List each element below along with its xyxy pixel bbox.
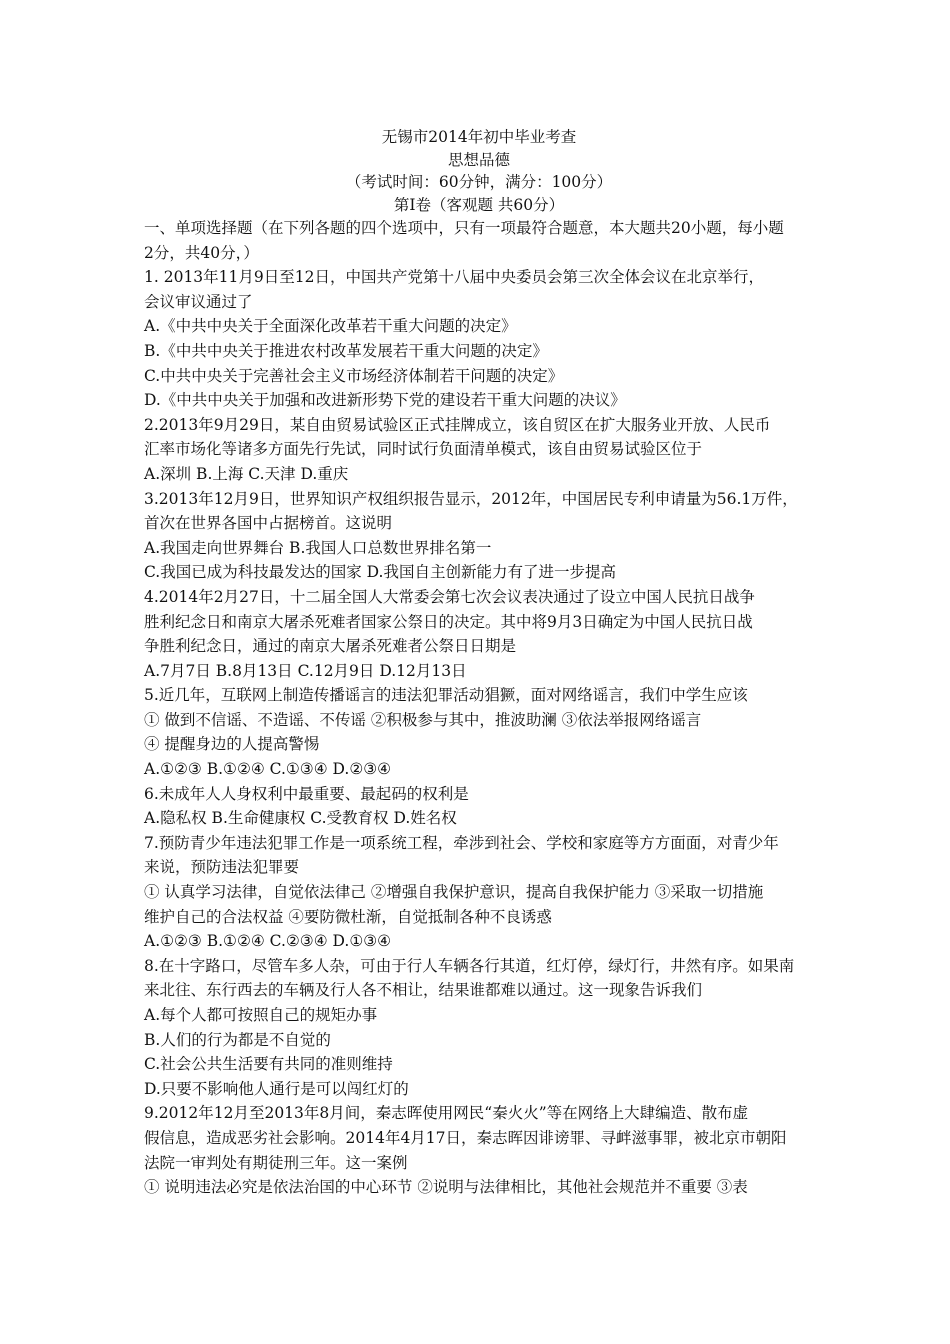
text-line: C.社会公共生活要有共同的准则维持: [144, 1055, 393, 1074]
text-line: D.只要不影响他人通行是可以闯红灯的: [144, 1079, 409, 1098]
text-line: A.《中共中央关于全面深化改革若干重大问题的决定》: [144, 317, 517, 336]
text-line: 5.近几年，互联网上制造传播谣言的违法犯罪活动猖獗，面对网络谣言，我们中学生应该: [144, 686, 748, 705]
text-line: A.隐私权 B.生命健康权 C.受教育权 D.姓名权: [144, 809, 457, 828]
text-line: 一、单项选择题（在下列各题的四个选项中，只有一项最符合题意，本大题共20小题，每小题: [144, 219, 784, 237]
text-line: 2分，共40分，）: [144, 243, 259, 262]
text-line: 7.预防青少年违法犯罪工作是一项系统工程，牵涉到社会、学校和家庭等方方面面，对青少年: [144, 833, 779, 852]
exam-header: [144, 126, 814, 216]
exam-info: （考试时间：60分钟，满分：100分）: [345, 173, 613, 191]
text-line: 假信息，造成恶劣社会影响。2014年4月17日，秦志晖因诽谤罪、寻衅滋事罪，被北京市朝阳: [144, 1128, 787, 1147]
text-line: D.《中共中央关于加强和改进新形势下党的建设若干重大问题的决议》: [144, 391, 626, 410]
text-line: ① 做到不信谣、不造谣、不传谣 ②积极参与其中，推波助澜 ③依法举报网络谣言: [144, 710, 702, 729]
text-line: 4.2014年2月27日，十二届全国人大常委会第七次会议表决通过了设立中国人民抗日战争: [144, 587, 755, 606]
text-line: 9.2012年12月至2013年8月间，秦志晖使用网民“秦火火”等在网络上大肆编造、散布虚: [144, 1104, 749, 1123]
text-line: 8.在十字路口，尽管车多人杂，可由于行人车辆各行其道，红灯停，绿灯行，井然有序。如果南: [144, 956, 795, 975]
text-line: 首次在世界各国中占据榜首。这说明: [144, 514, 393, 533]
text-line: 争胜利纪念日，通过的南京大屠杀死难者公祭日日期是: [144, 637, 517, 656]
text-line: 胜利纪念日和南京大屠杀死难者国家公祭日的决定。其中将9月3日确定为中国人民抗日战: [144, 612, 753, 631]
text-line: A.每个人都可按照自己的规矩办事: [144, 1006, 378, 1024]
exam-title: 无锡市2014年初中毕业考查: [381, 128, 577, 146]
exam-page: [144, 126, 814, 1200]
text-line: A.7月7日 B.8月13日 C.12月9日 D.12月13日: [144, 661, 467, 680]
text-line: B.人们的行为都是不自觉的: [144, 1030, 331, 1049]
text-line: A.深圳 B.上海 C.天津 D.重庆: [144, 464, 349, 483]
text-line: ④ 提醒身边的人提高警惕: [144, 735, 320, 754]
text-line: 来说，预防违法犯罪要: [144, 858, 300, 877]
text-line: 1. 2013年11月9日至12日，中国共产党第十八届中央委员会第三次全体会议在北京举行，: [144, 268, 764, 287]
question-body: [144, 216, 814, 1200]
text-line: C.中共中央关于完善社会主义市场经济体制若干问题的决定》: [144, 366, 564, 385]
text-line: 汇率市场化等诸多方面先行先试，同时试行负面清单模式，该自由贸易试验区位于: [144, 440, 703, 459]
exam-subject: 思想品德: [447, 150, 510, 169]
text-line: B.《中共中央关于推进农村改革发展若干重大问题的决定》: [144, 341, 548, 360]
section-title: 第Ⅰ卷（客观题 共60分）: [393, 195, 565, 214]
text-line: A.①②③ B.①②④ C.①③④ D.②③④: [144, 760, 392, 779]
text-line: ① 说明违法必究是依法治国的中心环节 ②说明与法律相比，其他社会规范并不重要 ③表: [144, 1178, 748, 1197]
text-line: 来北往、东行西去的车辆及行人各不相让，结果谁都难以通过。这一现象告诉我们: [144, 981, 703, 1000]
text-line: A.①②③ B.①②④ C.②③④ D.①③④: [144, 932, 392, 951]
text-line: 法院一审判处有期徒刑三年。这一案例: [144, 1153, 408, 1172]
text-line: C.我国已成为科技最发达的国家 D.我国自主创新能力有了进一步提高: [144, 563, 616, 582]
text-line: A.我国走向世界舞台 B.我国人口总数世界排名第一: [144, 538, 492, 557]
text-line: 维护自己的合法权益 ④要防微杜渐，自觉抵制各种不良诱惑: [144, 907, 552, 926]
text-line: ① 认真学习法律，自觉依法律己 ②增强自我保护意识，提高自我保护能力 ③采取一切措施: [144, 883, 764, 902]
text-line: 会议审议通过了: [144, 292, 253, 311]
text-line: 3.2013年12月9日，世界知识产权组织报告显示，2012年，中国居民专利申请量为56.1万件，: [144, 489, 798, 508]
text-line: 2.2013年9月29日，某自由贸易试验区正式挂牌成立，该自贸区在扩大服务业开放、人民币: [144, 415, 771, 434]
text-line: 6.未成年人人身权利中最重要、最起码的权利是: [144, 784, 469, 803]
